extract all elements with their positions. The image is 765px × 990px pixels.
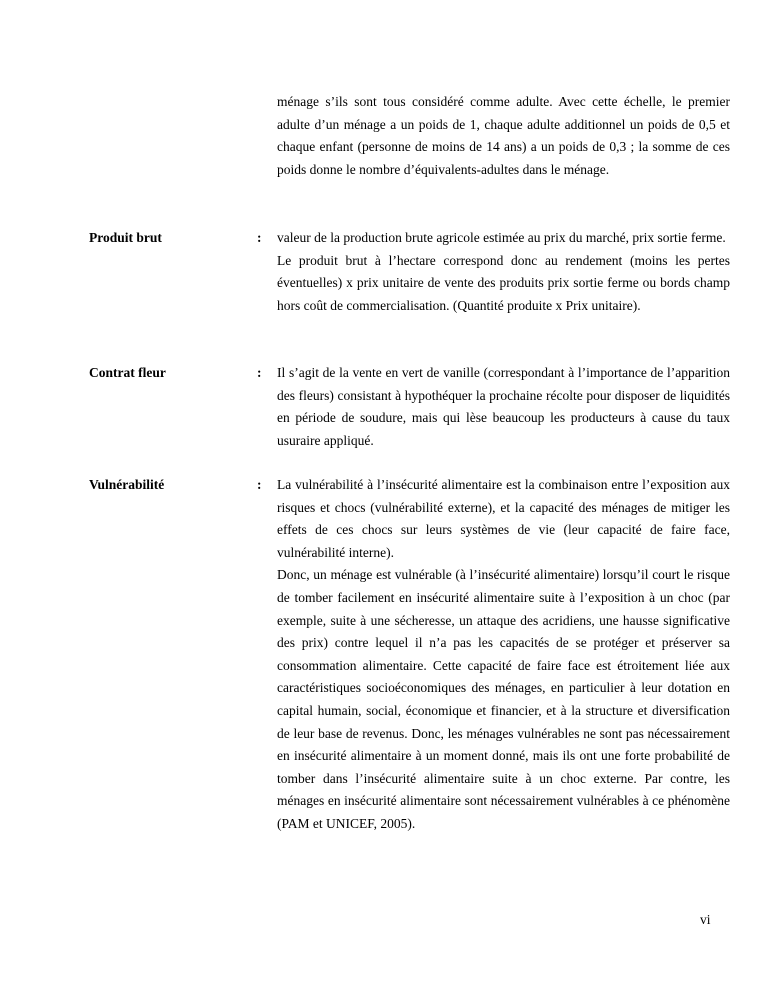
definition-paragraph: La vulnérabilité à l’insécurité alimentaire est la combinaison entre l’exposition aux risques et chocs (vulnérabilité externe), et la capacité des ménages de mitiger les effets de ces chocs sur leurs systèmes de vie (leur capacité de faire face, vulnérabilité interne). xyxy=(277,477,730,560)
definition-paragraph: ménage s’ils sont tous considéré comme adulte. Avec cette échelle, le premier adulte d’un ménage a un poids de 1, chaque adulte additionnel un poids de 0,5 et chaque enfant (personne de moins de 14 ans) a un poids de 0,3 ; la somme de ces poids donne le nombre d’équivalents-adultes dans le ménage. xyxy=(277,94,730,177)
term-separator: : xyxy=(257,230,262,245)
definition-paragraph: valeur de la production brute agricole estimée au prix du marché, prix sortie ferme. xyxy=(277,230,726,245)
definition-text xyxy=(277,474,730,836)
glossary-term: Produit brut xyxy=(89,230,162,245)
definition-paragraph: Le produit brut à l’hectare correspond donc au rendement (moins les pertes éventuelles) x prix unitaire de vente des produits prix sortie ferme ou bords champ hors coût de commercialisation. (Quantité produite x Prix unitaire). xyxy=(277,252,730,313)
glossary-term: Contrat fleur xyxy=(89,365,166,380)
term-separator: : xyxy=(257,477,262,492)
definition-text xyxy=(277,362,730,452)
definition-paragraph: Il s’agit de la vente en vert de vanille (correspondant à l’importance de l’apparition des fleurs) consistant à hypothéquer la prochaine récolte pour disposer de liquidités en période de soudure, mais qui lèse beaucoup les producteurs à cause du taux usuraire appliqué. xyxy=(277,365,730,448)
definition-paragraph: Donc, un ménage est vulnérable (à l’insécurité alimentaire) lorsqu’il court le risque de tomber facilement en insécurité alimentaire suite à l’exposition à un choc (par exemple, suite à une sécheresse, un attaque des acridiens, une hausse significative des prix) contre lequel il n’a pas les capacités de se protéger et préserver sa consommation alimentaire. Cette capacité de faire face est étroitement liée aux caractéristiques socioéconomiques des ménages, en particulier à leur dotation en capital humain, social, économique et financier, et à la structure et diversification de leur base de revenus. Donc, les ménages vulnérables ne sont pas nécessairement en insécurité alimentaire à un moment donné, mais ils ont une forte probabilité de tomber dans l’insécurité alimentaire suite à un choc externe. Par contre, les ménages en insécurité alimentaire sont nécessairement vulnérables à ce phénomène (PAM et UNICEF, 2005). xyxy=(277,567,730,831)
definition-text xyxy=(277,91,730,181)
page-number: vi xyxy=(700,912,711,927)
definition-text xyxy=(277,227,730,317)
glossary-term: Vulnérabilité xyxy=(89,477,165,492)
term-separator: : xyxy=(257,365,262,380)
